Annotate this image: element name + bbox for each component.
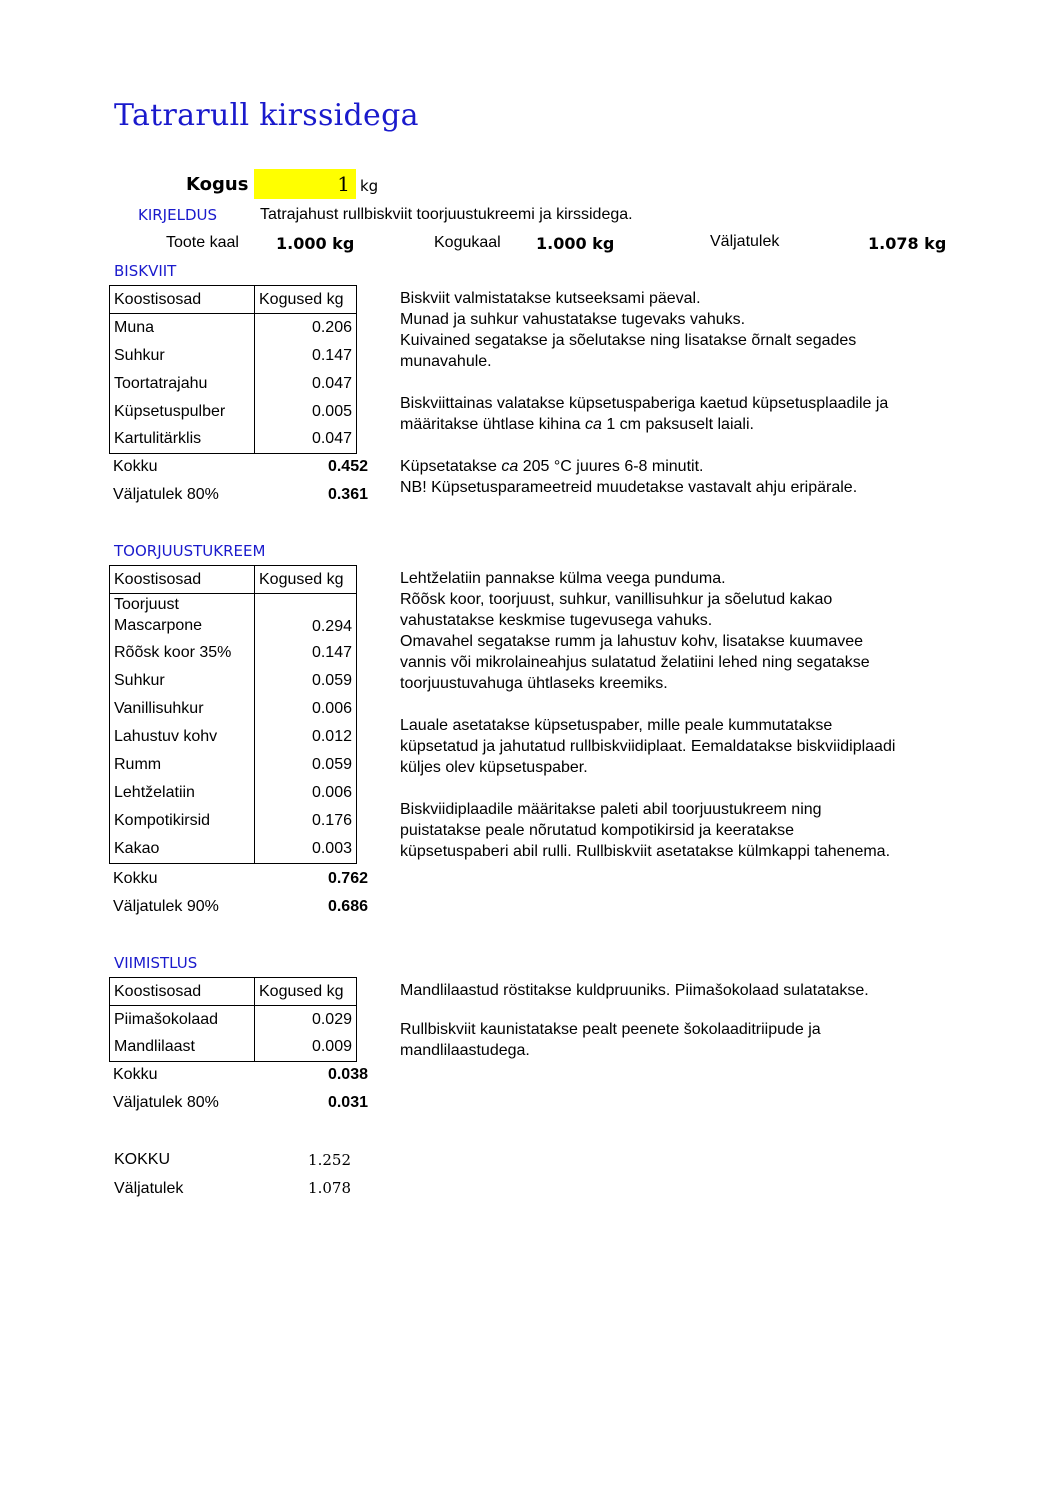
instruction-ca: ca (501, 458, 519, 475)
ingredient-name: Kartulitärklis (110, 426, 255, 454)
yield-row (109, 893, 372, 921)
instruction-line: Kuivained segatakse ja sõelutakse ning lisatakse õrnalt segades (400, 332, 857, 349)
table-row (110, 807, 357, 835)
table-row (110, 398, 357, 426)
total-value: 0.038 (327, 1066, 368, 1083)
kogus-label: Kogus (186, 174, 249, 195)
ingredient-value: 0.147 (255, 639, 357, 667)
ingredient-value: 0.294 (255, 594, 357, 640)
ingredient-value: 0.029 (255, 1006, 357, 1034)
instruction-ca: ca (584, 416, 602, 433)
instruction-line: 205 °C juures 6-8 minutit. (518, 458, 704, 475)
table-row (110, 639, 357, 667)
biskviit-instructions (400, 288, 960, 498)
instruction-line: Omavahel segatakse rumm ja lahustuv kohv, lisatakse kuumavee (400, 633, 864, 650)
yield-row (109, 1089, 372, 1117)
instruction-line: Munad ja suhkur vahustatakse tugevaks vahuks. (400, 311, 746, 328)
total-value: 0.762 (327, 870, 368, 887)
ingredient-value: 0.047 (255, 370, 357, 398)
table-row (110, 779, 357, 807)
ingredient-value: 0.006 (255, 779, 357, 807)
total-row (109, 865, 372, 893)
ingredient-value: 0.206 (255, 314, 357, 342)
ingredient-name: Mandlilaast (110, 1034, 255, 1062)
ingredient-value: 0.176 (255, 807, 357, 835)
instruction-line: vahustatakse keskmise tugevusega vahuks. (400, 612, 713, 629)
yield-row (109, 481, 372, 509)
table-header-row (110, 286, 357, 314)
kogukaal-label: Kogukaal (434, 234, 501, 251)
ingredient-name: Vanillisuhkur (110, 695, 255, 723)
instruction-line: Biskviit valmistatakse kutseeksami päeval. (400, 290, 701, 307)
ingredient-name: Kompotikirsid (110, 807, 255, 835)
table-row (110, 1034, 357, 1062)
instruction-line: Rullbiskviit kaunistatakse pealt peenete šokolaaditriipude ja (400, 1021, 821, 1038)
kogus-unit: kg (360, 177, 379, 195)
ingredient-name: Küpsetuspulber (110, 398, 255, 426)
ingredient-name: Rumm (110, 751, 255, 779)
valjatulek-label: Väljatulek (710, 233, 780, 250)
total-label: Kokku (113, 458, 158, 475)
toote-kaal-value: 1.000 kg (276, 234, 355, 253)
table-row (110, 594, 357, 640)
ingredient-name-line2: Mascarpone (114, 617, 203, 634)
instruction-line: küljes olev küpsetuspaber. (400, 759, 588, 776)
ingredient-name: Suhkur (110, 342, 255, 370)
ingredient-value: 0.012 (255, 723, 357, 751)
instruction-line: küpsetuspaberi abil rulli. Rullbiskviit asetatakse külmkappi tahenema. (400, 843, 891, 860)
table-row (110, 695, 357, 723)
table-row (110, 723, 357, 751)
ingredient-value: 0.147 (255, 342, 357, 370)
toote-kaal-label: Toote kaal (166, 234, 239, 251)
instruction-line: Rõõsk koor, toorjuust, suhkur, vanillisuhkur ja sõelutud kakao (400, 591, 833, 608)
toorjuust-instructions (400, 568, 960, 862)
toorjuust-table (109, 565, 357, 864)
kirjeldus-text: Tatrajahust rullbiskviit toorjuustukreemi ja kirssidega. (260, 206, 633, 223)
table-row (110, 751, 357, 779)
instruction-line: Lehtželatiin pannakse külma veega punduma. (400, 570, 726, 587)
instruction-line: määritakse ühtlase kihina (400, 416, 585, 433)
header-kogused: Kogused kg (255, 286, 357, 314)
ingredient-name: Toortatrajahu (110, 370, 255, 398)
ingredient-value: 0.047 (255, 426, 357, 454)
table-header-row (110, 566, 357, 594)
header-kogused: Kogused kg (255, 566, 357, 594)
yield-label: Väljatulek 80% (113, 486, 219, 503)
instruction-line: küpsetatud ja jahutatud rullbiskviidiplaat. Eemaldatakse biskviidiplaadi (400, 738, 896, 755)
ingredient-name: Piimašokolaad (110, 1006, 255, 1034)
table-row (110, 314, 357, 342)
yield-value: 0.686 (327, 898, 368, 915)
ingredient-name: Kakao (110, 835, 255, 863)
ingredient-value: 0.059 (255, 751, 357, 779)
instruction-line: Mandlilaastud röstitakse kuldpruuniks. Piimašokolaad sulatatakse. (400, 982, 869, 999)
page-title: Tatrarull kirssidega (114, 98, 419, 133)
table-row (110, 667, 357, 695)
kogukaal-value: 1.000 kg (536, 234, 615, 253)
table-row (110, 1006, 357, 1034)
toorjuust-totals (109, 865, 372, 921)
yield-label: Väljatulek 90% (113, 898, 219, 915)
instruction-line: Lauale asetatakse küpsetuspaber, mille peale kummutatakse (400, 717, 833, 734)
ingredient-name: Muna (110, 314, 255, 342)
viimistlus-table (109, 977, 357, 1062)
instruction-line: Küpsetatakse (400, 458, 502, 475)
instruction-line: NB! Küpsetusparameetreid muudetakse vastavalt ahju eripärale. (400, 479, 858, 496)
viimistlus-title: VIIMISTLUS (114, 954, 198, 972)
yield-label: Väljatulek 80% (113, 1094, 219, 1111)
grand-valjatulek-label: Väljatulek (114, 1180, 184, 1197)
total-label: Kokku (113, 870, 158, 887)
valjatulek-value: 1.078 kg (868, 234, 947, 253)
kogus-input[interactable]: 1 (254, 169, 356, 199)
ingredient-value: 0.003 (255, 835, 357, 863)
total-row (109, 1061, 372, 1089)
yield-value: 0.361 (327, 486, 368, 503)
ingredient-value: 0.059 (255, 667, 357, 695)
table-row (110, 370, 357, 398)
table-header-row (110, 978, 357, 1006)
header-koostisosad: Koostisosad (110, 978, 255, 1006)
instruction-line: toorjuustuvahuga ühtlaseks kreemiks. (400, 675, 668, 692)
yield-value: 0.031 (327, 1094, 368, 1111)
grand-valjatulek-value: 1.078 (308, 1179, 351, 1197)
ingredient-name: Lahustuv kohv (110, 723, 255, 751)
instruction-line: Biskviidiplaadile määritakse paleti abil toorjuustukreem ning (400, 801, 822, 818)
header-kogused: Kogused kg (255, 978, 357, 1006)
kirjeldus-label: KIRJELDUS (138, 206, 217, 224)
ingredient-name: Lehtželatiin (110, 779, 255, 807)
instruction-line: puistatakse peale nõrutatud kompotikirsid ja keeratakse (400, 822, 794, 839)
viimistlus-totals (109, 1061, 372, 1117)
grand-kokku-value: 1.252 (308, 1151, 351, 1169)
toorjuust-title: TOORJUUSTUKREEM (114, 542, 266, 560)
table-row (110, 426, 357, 454)
instruction-line: Biskviittainas valatakse küpsetuspaberiga kaetud küpsetusplaadile ja (400, 395, 889, 412)
table-row (110, 342, 357, 370)
ingredient-value: 0.009 (255, 1034, 357, 1062)
biskviit-title: BISKVIIT (114, 262, 177, 280)
header-koostisosad: Koostisosad (110, 566, 255, 594)
header-koostisosad: Koostisosad (110, 286, 255, 314)
viimistlus-instructions (400, 980, 960, 1061)
instruction-line: mandlilaastudega. (400, 1042, 530, 1059)
total-value: 0.452 (327, 458, 368, 475)
instruction-line: munavahule. (400, 353, 492, 370)
biskviit-table (109, 285, 357, 454)
instruction-line: 1 cm paksuselt laiali. (601, 416, 754, 433)
ingredient-value: 0.005 (255, 398, 357, 426)
table-row (110, 835, 357, 863)
instruction-line: vannis või mikrolaineahjus sulatatud želatiini lehed ning segatakse (400, 654, 870, 671)
ingredient-value: 0.006 (255, 695, 357, 723)
biskviit-totals (109, 453, 372, 509)
total-row (109, 453, 372, 481)
total-label: Kokku (113, 1066, 158, 1083)
ingredient-name (110, 594, 255, 640)
ingredient-name: Rõõsk koor 35% (110, 639, 255, 667)
ingredient-name: Suhkur (110, 667, 255, 695)
grand-kokku-label: KOKKU (114, 1151, 171, 1168)
ingredient-name-line1: Toorjuust (114, 596, 179, 613)
